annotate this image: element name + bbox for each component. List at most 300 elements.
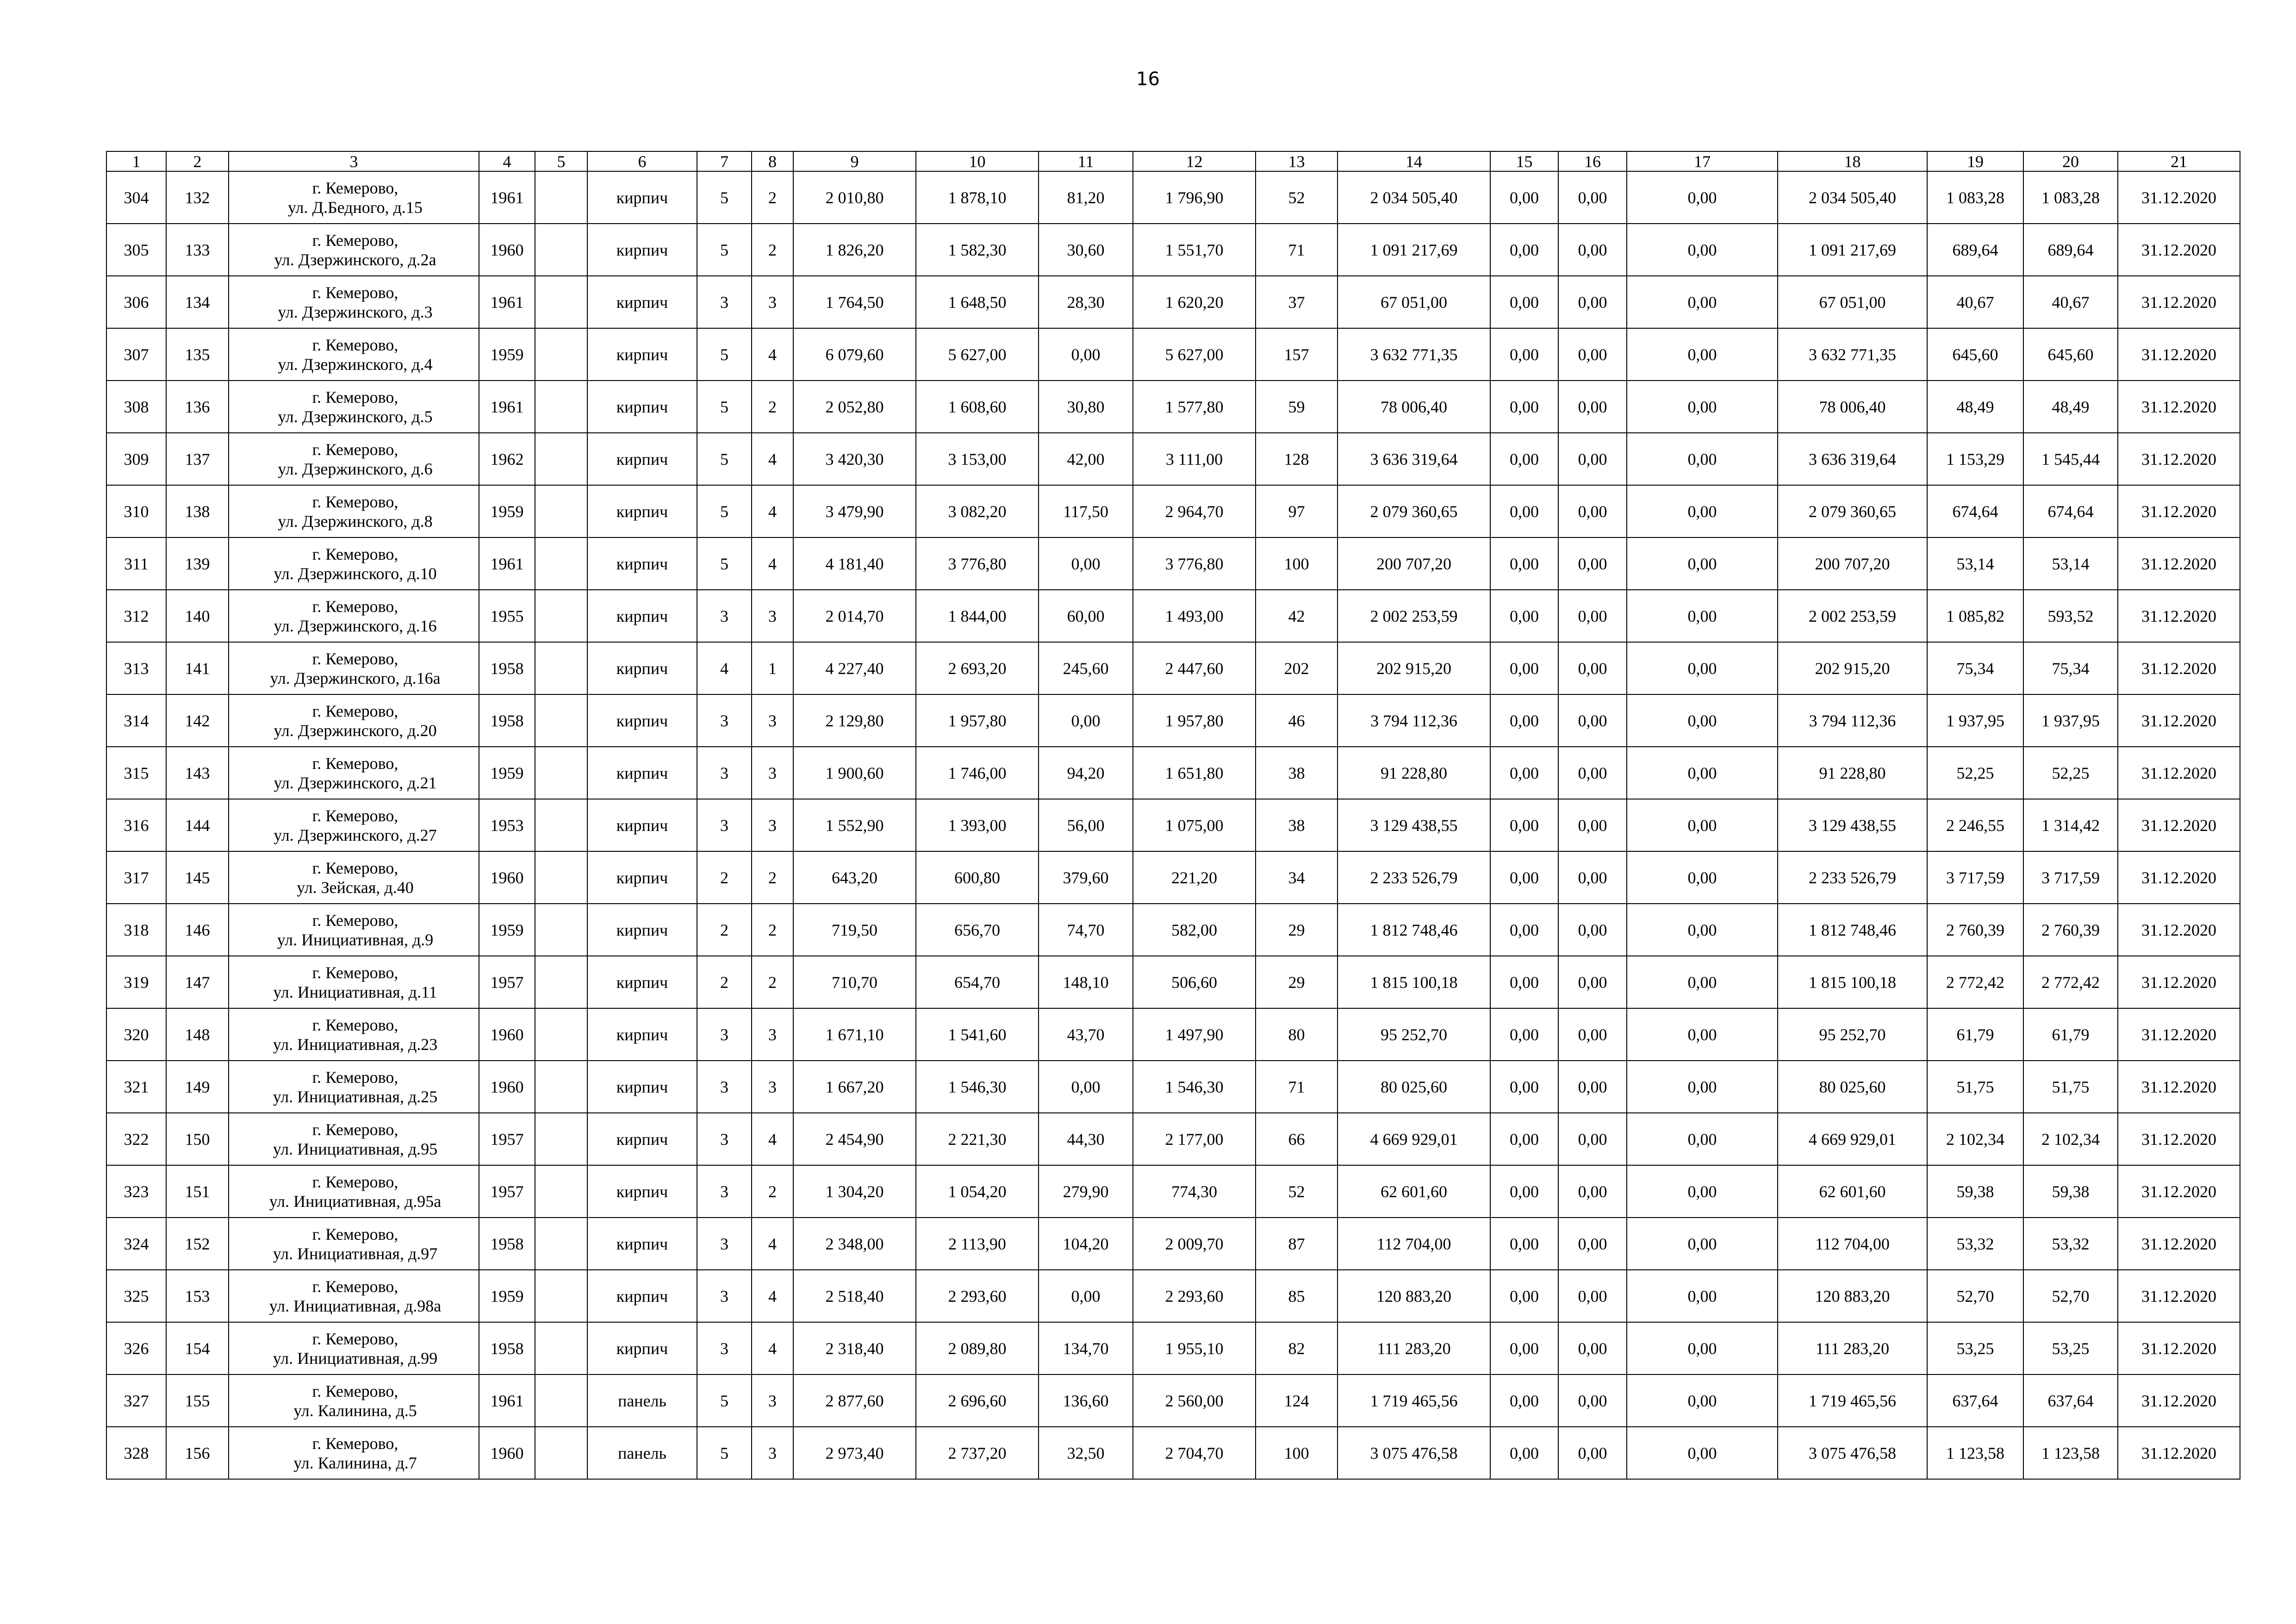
- table-cell: 2 102,34: [2023, 1113, 2118, 1165]
- table-cell: 30,80: [1039, 381, 1133, 433]
- table-row: [106, 433, 2240, 485]
- table-cell: 3 129 438,55: [1778, 799, 1927, 851]
- table-cell: 46: [1256, 694, 1338, 747]
- table-cell: 0,00: [1490, 590, 1558, 642]
- table-cell: 3: [697, 747, 752, 799]
- table-cell: кирпич: [587, 1322, 697, 1374]
- table-cell: 0,00: [1490, 642, 1558, 694]
- column-number-header: 15: [1490, 151, 1558, 171]
- address-cell: [229, 224, 479, 276]
- table-cell: 2 518,40: [793, 1270, 916, 1322]
- table-cell: 31.12.2020: [2118, 642, 2240, 694]
- table-cell: 112 704,00: [1338, 1218, 1490, 1270]
- table-cell: 2 772,42: [2023, 956, 2118, 1008]
- table-cell: 1 054,20: [916, 1165, 1039, 1218]
- table-cell: 2 760,39: [2023, 904, 2118, 956]
- table-cell: 3: [752, 1061, 793, 1113]
- table-cell: 0,00: [1627, 1427, 1778, 1479]
- table-cell: 645,60: [2023, 328, 2118, 381]
- column-number-header: 3: [229, 151, 479, 171]
- table-cell: 2 034 505,40: [1778, 171, 1927, 224]
- address-cell: [229, 276, 479, 328]
- table-cell: 2 009,70: [1133, 1218, 1256, 1270]
- table-cell: 1 812 748,46: [1338, 904, 1490, 956]
- address-cell: [229, 1270, 479, 1322]
- address-cell: [229, 642, 479, 694]
- table-row: [106, 590, 2240, 642]
- table-cell: [535, 276, 587, 328]
- table-cell: 305: [106, 224, 166, 276]
- table-cell: 0,00: [1627, 1270, 1778, 1322]
- table-cell: 1 815 100,18: [1338, 956, 1490, 1008]
- table-cell: 2: [752, 851, 793, 904]
- address-city: г. Кемерово,: [312, 1329, 398, 1348]
- table-cell: 51,75: [2023, 1061, 2118, 1113]
- table-cell: 0,00: [1627, 851, 1778, 904]
- table-cell: 2 772,42: [1927, 956, 2023, 1008]
- table-cell: 0,00: [1490, 799, 1558, 851]
- column-number-header: 19: [1927, 151, 2023, 171]
- table-cell: 62 601,60: [1338, 1165, 1490, 1218]
- table-cell: 3: [752, 694, 793, 747]
- table-cell: 3: [752, 747, 793, 799]
- table-cell: 710,70: [793, 956, 916, 1008]
- table-cell: 325: [106, 1270, 166, 1322]
- table-cell: 0,00: [1627, 433, 1778, 485]
- table-cell: кирпич: [587, 642, 697, 694]
- table-cell: кирпич: [587, 1113, 697, 1165]
- table-cell: 4: [752, 537, 793, 590]
- table-cell: 2 089,80: [916, 1322, 1039, 1374]
- table-cell: 61,79: [2023, 1008, 2118, 1061]
- table-cell: 0,00: [1627, 1061, 1778, 1113]
- table-cell: 134: [166, 276, 229, 328]
- table-cell: 0,00: [1627, 381, 1778, 433]
- table-cell: 91 228,80: [1338, 747, 1490, 799]
- table-cell: 645,60: [1927, 328, 2023, 381]
- table-cell: 506,60: [1133, 956, 1256, 1008]
- table-cell: 52,70: [1927, 1270, 2023, 1322]
- table-cell: 3 075 476,58: [1338, 1427, 1490, 1479]
- table-cell: 42,00: [1039, 433, 1133, 485]
- table-cell: 31.12.2020: [2118, 1427, 2240, 1479]
- table-cell: 0,00: [1627, 1218, 1778, 1270]
- table-cell: 3: [752, 1427, 793, 1479]
- table-cell: 310: [106, 485, 166, 537]
- address-cell: [229, 537, 479, 590]
- table-cell: [535, 590, 587, 642]
- table-cell: 0,00: [1490, 694, 1558, 747]
- table-cell: 0,00: [1558, 1165, 1627, 1218]
- table-cell: 151: [166, 1165, 229, 1218]
- table-cell: 0,00: [1627, 224, 1778, 276]
- table-cell: 133: [166, 224, 229, 276]
- address-street: ул. Зейская, д.40: [297, 878, 414, 897]
- table-cell: 0,00: [1627, 590, 1778, 642]
- address-street: ул. Дзержинского, д.3: [278, 302, 433, 321]
- column-number-header: 12: [1133, 151, 1256, 171]
- address-city: г. Кемерово,: [312, 283, 398, 302]
- table-cell: [535, 1270, 587, 1322]
- table-cell: [535, 1374, 587, 1427]
- table-cell: 0,00: [1558, 1374, 1627, 1427]
- table-cell: 147: [166, 956, 229, 1008]
- column-number-header: 14: [1338, 151, 1490, 171]
- address-city: г. Кемерово,: [312, 544, 398, 563]
- table-cell: 5: [697, 381, 752, 433]
- table-cell: 245,60: [1039, 642, 1133, 694]
- table-cell: 1 937,95: [1927, 694, 2023, 747]
- table-cell: 600,80: [916, 851, 1039, 904]
- table-cell: 0,00: [1490, 224, 1558, 276]
- table-cell: 153: [166, 1270, 229, 1322]
- table-cell: 2 233 526,79: [1778, 851, 1927, 904]
- table-cell: 1959: [479, 1270, 535, 1322]
- column-number-header: 9: [793, 151, 916, 171]
- table-cell: 0,00: [1490, 956, 1558, 1008]
- table-cell: 593,52: [2023, 590, 2118, 642]
- table-cell: 117,50: [1039, 485, 1133, 537]
- table-cell: 0,00: [1558, 224, 1627, 276]
- table-cell: 3: [697, 590, 752, 642]
- table-cell: 6 079,60: [793, 328, 916, 381]
- table-cell: 3: [697, 1322, 752, 1374]
- table-cell: 1958: [479, 1218, 535, 1270]
- table-cell: 0,00: [1039, 1061, 1133, 1113]
- table-cell: 1961: [479, 171, 535, 224]
- table-cell: 0,00: [1558, 1270, 1627, 1322]
- table-cell: 71: [1256, 1061, 1338, 1113]
- table-cell: 1 153,29: [1927, 433, 2023, 485]
- table-cell: 0,00: [1490, 1270, 1558, 1322]
- table-cell: 3 636 319,64: [1778, 433, 1927, 485]
- table-cell: 1 304,20: [793, 1165, 916, 1218]
- table-cell: 5 627,00: [1133, 328, 1256, 381]
- table-cell: [535, 328, 587, 381]
- address-cell: [229, 433, 479, 485]
- table-cell: 31.12.2020: [2118, 381, 2240, 433]
- table-cell: 1959: [479, 747, 535, 799]
- table-cell: 31.12.2020: [2118, 799, 2240, 851]
- table-cell: 1 085,82: [1927, 590, 2023, 642]
- table-cell: 95 252,70: [1338, 1008, 1490, 1061]
- table-cell: [535, 642, 587, 694]
- table-cell: 2 696,60: [916, 1374, 1039, 1427]
- table-cell: 2 318,40: [793, 1322, 916, 1374]
- table-cell: 1 497,90: [1133, 1008, 1256, 1061]
- table-cell: 4: [752, 1270, 793, 1322]
- table-cell: 1 123,58: [2023, 1427, 2118, 1479]
- table-cell: 0,00: [1490, 381, 1558, 433]
- table-cell: 95 252,70: [1778, 1008, 1927, 1061]
- table-cell: кирпич: [587, 904, 697, 956]
- table-cell: 2: [697, 851, 752, 904]
- table-cell: 327: [106, 1374, 166, 1427]
- table-cell: 0,00: [1039, 537, 1133, 590]
- table-cell: 0,00: [1039, 1270, 1133, 1322]
- table-cell: 1958: [479, 694, 535, 747]
- table-cell: 1960: [479, 1061, 535, 1113]
- table-cell: 135: [166, 328, 229, 381]
- table-cell: 0,00: [1490, 851, 1558, 904]
- table-cell: 1961: [479, 537, 535, 590]
- table-cell: 120 883,20: [1338, 1270, 1490, 1322]
- table-cell: 53,25: [2023, 1322, 2118, 1374]
- table-cell: кирпич: [587, 433, 697, 485]
- table-cell: 1960: [479, 851, 535, 904]
- table-cell: кирпич: [587, 1008, 697, 1061]
- table-cell: 87: [1256, 1218, 1338, 1270]
- address-cell: [229, 904, 479, 956]
- table-cell: 0,00: [1627, 171, 1778, 224]
- table-cell: кирпич: [587, 747, 697, 799]
- table-cell: [535, 171, 587, 224]
- table-cell: 582,00: [1133, 904, 1256, 956]
- table-cell: 142: [166, 694, 229, 747]
- address-cell: [229, 590, 479, 642]
- table-cell: 1 900,60: [793, 747, 916, 799]
- table-cell: [535, 694, 587, 747]
- table-cell: 3: [752, 276, 793, 328]
- table-cell: кирпич: [587, 328, 697, 381]
- table-cell: панель: [587, 1374, 697, 1427]
- table-cell: 0,00: [1627, 1113, 1778, 1165]
- table-row: [106, 537, 2240, 590]
- table-cell: 34: [1256, 851, 1338, 904]
- table-cell: 144: [166, 799, 229, 851]
- column-number-header: 7: [697, 151, 752, 171]
- table-cell: 2: [697, 956, 752, 1008]
- table-cell: 200 707,20: [1778, 537, 1927, 590]
- table-row: [106, 1113, 2240, 1165]
- address-city: г. Кемерово,: [312, 963, 398, 982]
- table-cell: 0,00: [1490, 1322, 1558, 1374]
- table-cell: 31.12.2020: [2118, 1113, 2240, 1165]
- table-cell: 1960: [479, 224, 535, 276]
- table-cell: 0,00: [1627, 1165, 1778, 1218]
- address-cell: [229, 1427, 479, 1479]
- table-cell: кирпич: [587, 590, 697, 642]
- table-cell: кирпич: [587, 171, 697, 224]
- table-cell: 2 293,60: [1133, 1270, 1256, 1322]
- table-cell: 139: [166, 537, 229, 590]
- table-cell: 1959: [479, 485, 535, 537]
- table-cell: 5: [697, 485, 752, 537]
- table-cell: кирпич: [587, 851, 697, 904]
- address-city: г. Кемерово,: [312, 701, 398, 720]
- column-number-header: 20: [2023, 151, 2118, 171]
- table-cell: 0,00: [1558, 1218, 1627, 1270]
- table-cell: 689,64: [1927, 224, 2023, 276]
- table-cell: 149: [166, 1061, 229, 1113]
- address-city: г. Кемерово,: [312, 387, 398, 406]
- table-cell: 146: [166, 904, 229, 956]
- table-cell: 104,20: [1039, 1218, 1133, 1270]
- table-cell: 75,34: [2023, 642, 2118, 694]
- table-cell: 1 878,10: [916, 171, 1039, 224]
- table-cell: 2 102,34: [1927, 1113, 2023, 1165]
- table-cell: 0,00: [1490, 1008, 1558, 1061]
- table-cell: 53,32: [2023, 1218, 2118, 1270]
- table-row: [106, 956, 2240, 1008]
- table-cell: 2 560,00: [1133, 1374, 1256, 1427]
- table-cell: 317: [106, 851, 166, 904]
- table-cell: 221,20: [1133, 851, 1256, 904]
- table-cell: 4: [752, 1113, 793, 1165]
- table-cell: 202 915,20: [1338, 642, 1490, 694]
- table-cell: кирпич: [587, 1218, 697, 1270]
- table-row: [106, 1374, 2240, 1427]
- table-cell: кирпич: [587, 381, 697, 433]
- address-city: г. Кемерово,: [312, 1068, 398, 1087]
- table-cell: 311: [106, 537, 166, 590]
- table-cell: 0,00: [1490, 276, 1558, 328]
- table-cell: 3 636 319,64: [1338, 433, 1490, 485]
- table-cell: 4: [752, 485, 793, 537]
- table-cell: 3 717,59: [1927, 851, 2023, 904]
- table-cell: 2 447,60: [1133, 642, 1256, 694]
- column-number-header: 8: [752, 151, 793, 171]
- table-cell: 2 002 253,59: [1778, 590, 1927, 642]
- table-cell: 0,00: [1627, 904, 1778, 956]
- table-cell: 112 704,00: [1778, 1218, 1927, 1270]
- table-cell: 2: [697, 904, 752, 956]
- address-city: г. Кемерово,: [312, 1015, 398, 1034]
- address-street: ул. Инициативная, д.11: [273, 982, 437, 1001]
- table-cell: 156: [166, 1427, 229, 1479]
- table-cell: 0,00: [1558, 1427, 1627, 1479]
- table-cell: 2 233 526,79: [1338, 851, 1490, 904]
- table-cell: 315: [106, 747, 166, 799]
- column-number-header: 6: [587, 151, 697, 171]
- table-cell: кирпич: [587, 1165, 697, 1218]
- address-cell: [229, 1218, 479, 1270]
- table-cell: 719,50: [793, 904, 916, 956]
- table-cell: 3 111,00: [1133, 433, 1256, 485]
- table-cell: [535, 433, 587, 485]
- table-cell: [535, 1113, 587, 1165]
- address-city: г. Кемерово,: [312, 1381, 398, 1400]
- table-cell: 656,70: [916, 904, 1039, 956]
- table-cell: 0,00: [1558, 694, 1627, 747]
- table-cell: 1 957,80: [916, 694, 1039, 747]
- table-cell: 328: [106, 1427, 166, 1479]
- table-cell: 157: [1256, 328, 1338, 381]
- table-cell: 316: [106, 799, 166, 851]
- table-cell: [535, 381, 587, 433]
- table-cell: 43,70: [1039, 1008, 1133, 1061]
- address-city: г. Кемерово,: [312, 440, 398, 459]
- table-row: [106, 747, 2240, 799]
- table-cell: 1 620,20: [1133, 276, 1256, 328]
- table-cell: 40,67: [2023, 276, 2118, 328]
- address-street: ул. Дзержинского, д.5: [278, 407, 433, 426]
- table-cell: 100: [1256, 537, 1338, 590]
- column-number-header: 16: [1558, 151, 1627, 171]
- table-cell: 150: [166, 1113, 229, 1165]
- table-row: [106, 1218, 2240, 1270]
- address-city: г. Кемерово,: [312, 754, 398, 773]
- table-cell: 137: [166, 433, 229, 485]
- table-cell: 29: [1256, 956, 1338, 1008]
- table-cell: [535, 485, 587, 537]
- table-cell: 0,00: [1627, 694, 1778, 747]
- table-cell: кирпич: [587, 276, 697, 328]
- table-cell: кирпич: [587, 537, 697, 590]
- table-cell: 0,00: [1627, 276, 1778, 328]
- table-cell: 30,60: [1039, 224, 1133, 276]
- table-cell: 91 228,80: [1778, 747, 1927, 799]
- table-cell: 0,00: [1039, 328, 1133, 381]
- table-cell: 379,60: [1039, 851, 1133, 904]
- table-cell: 48,49: [2023, 381, 2118, 433]
- table-cell: 52,70: [2023, 1270, 2118, 1322]
- table-cell: 31.12.2020: [2118, 328, 2240, 381]
- table-cell: 4: [752, 1218, 793, 1270]
- table-cell: 37: [1256, 276, 1338, 328]
- table-cell: 1 493,00: [1133, 590, 1256, 642]
- address-street: ул. Инициативная, д.9: [277, 930, 434, 949]
- table-cell: 2 293,60: [916, 1270, 1039, 1322]
- table-cell: 2: [752, 1165, 793, 1218]
- table-cell: 2 079 360,65: [1778, 485, 1927, 537]
- table-cell: 29: [1256, 904, 1338, 956]
- table-cell: 2 034 505,40: [1338, 171, 1490, 224]
- table-cell: 2 052,80: [793, 381, 916, 433]
- table-cell: 1 826,20: [793, 224, 916, 276]
- table-cell: 31.12.2020: [2118, 1218, 2240, 1270]
- table-cell: 0,00: [1490, 747, 1558, 799]
- table-cell: 2 113,90: [916, 1218, 1039, 1270]
- address-street: ул. Инициативная, д.99: [273, 1349, 438, 1368]
- table-cell: 2 246,55: [1927, 799, 2023, 851]
- address-street: ул. Д.Бедного, д.15: [288, 198, 423, 217]
- table-cell: 319: [106, 956, 166, 1008]
- table-cell: 2 177,00: [1133, 1113, 1256, 1165]
- table-cell: [535, 1008, 587, 1061]
- table-cell: 31.12.2020: [2118, 1008, 2240, 1061]
- table-cell: 44,30: [1039, 1113, 1133, 1165]
- table-cell: 306: [106, 276, 166, 328]
- table-cell: 0,00: [1558, 590, 1627, 642]
- column-number-header: 17: [1627, 151, 1778, 171]
- column-number-header: 5: [535, 151, 587, 171]
- table-cell: 3 129 438,55: [1338, 799, 1490, 851]
- table-cell: 2: [752, 171, 793, 224]
- table-cell: 31.12.2020: [2118, 171, 2240, 224]
- table-cell: 1 719 465,56: [1778, 1374, 1927, 1427]
- address-street: ул. Дзержинского, д.21: [274, 773, 437, 792]
- table-cell: 1 812 748,46: [1778, 904, 1927, 956]
- table-cell: [535, 1427, 587, 1479]
- table-cell: 322: [106, 1113, 166, 1165]
- address-city: г. Кемерово,: [312, 492, 398, 511]
- table-cell: 1 651,80: [1133, 747, 1256, 799]
- address-city: г. Кемерово,: [312, 231, 398, 250]
- address-cell: [229, 171, 479, 224]
- table-cell: 0,00: [1490, 1374, 1558, 1427]
- table-row: [106, 381, 2240, 433]
- address-cell: [229, 381, 479, 433]
- table-cell: 38: [1256, 799, 1338, 851]
- table-cell: 0,00: [1558, 171, 1627, 224]
- table-cell: 2 760,39: [1927, 904, 2023, 956]
- table-cell: 31.12.2020: [2118, 224, 2240, 276]
- table-cell: 94,20: [1039, 747, 1133, 799]
- address-city: г. Кемерово,: [312, 649, 398, 668]
- table-cell: 312: [106, 590, 166, 642]
- table-cell: 53,25: [1927, 1322, 2023, 1374]
